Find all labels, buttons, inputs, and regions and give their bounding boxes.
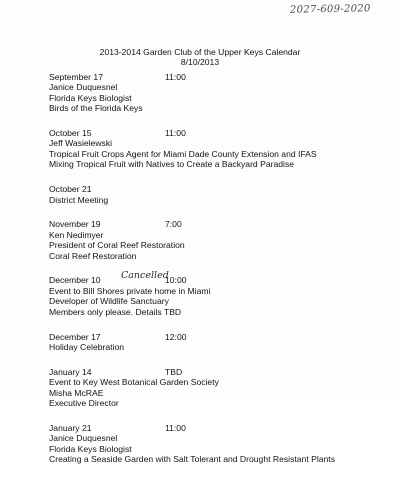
- cancelled-annotation: Cancelled: [121, 270, 169, 282]
- event-list: [49, 72, 394, 479]
- event-detail: Holiday Celebration: [49, 341, 124, 352]
- event-date: September 17: [49, 72, 103, 82]
- event-detail: Janice Duquesnel: [49, 82, 118, 93]
- event-detail: Jeff Wasielewski: [49, 138, 113, 149]
- event-detail: President of Coral Reef Restoration: [49, 240, 185, 251]
- event-detail: District Meeting: [49, 194, 109, 205]
- event-date: October 15: [49, 128, 92, 139]
- event-detail: Janice Duquesnel: [49, 433, 118, 444]
- event-date: November 19: [49, 219, 101, 230]
- event-item: [49, 128, 394, 170]
- event-detail: Mixing Tropical Fruit with Natives to Create a Backyard Paradise: [49, 159, 295, 170]
- calendar-date: 8/10/2013: [180, 57, 220, 67]
- event-time: 11:00: [165, 72, 186, 82]
- event-detail: Tropical Fruit Crops Agent for Miami Dade County Extension and IFAS: [49, 148, 317, 159]
- event-detail: Members only please. Details TBD: [49, 306, 182, 317]
- event-date: October 21: [49, 184, 92, 195]
- event-item: [49, 184, 394, 205]
- event-detail: Coral Reef Restoration: [49, 250, 137, 261]
- event-detail: Birds of the Florida Keys: [49, 103, 143, 114]
- event-date: January 14: [49, 366, 92, 377]
- event-detail: Misha McRAE: [49, 387, 104, 398]
- event-time: 7:00: [165, 219, 182, 230]
- event-detail: Executive Director: [49, 397, 119, 408]
- event-time: 11:00: [165, 128, 186, 139]
- event-detail: Ken Nedimyer: [49, 229, 104, 240]
- calendar-title: 2013-2014 Garden Club of the Upper Keys Calendar: [99, 47, 301, 57]
- event-detail: Florida Keys Biologist: [49, 443, 132, 454]
- event-detail: Event to Key West Botanical Garden Society: [49, 377, 219, 388]
- event-item: [49, 219, 394, 261]
- event-date: December 10: [49, 275, 101, 286]
- event-detail: Florida Keys Biologist: [49, 92, 132, 103]
- event-detail: Creating a Seaside Garden with Salt Tolerant and Drought Resistant Plants: [49, 454, 335, 465]
- event-time: 12:00: [165, 331, 187, 342]
- event-item: [49, 332, 394, 353]
- event-time: 11:00: [165, 422, 186, 433]
- event-item: [49, 270, 394, 317]
- event-date: December 17: [49, 331, 101, 342]
- event-time: 10:00: [165, 275, 187, 286]
- event-item: [49, 72, 394, 114]
- event-detail: Developer of Wildlife Sanctuary: [49, 296, 169, 307]
- event-item: [49, 423, 394, 465]
- event-time: TBD: [165, 366, 183, 377]
- event-date: January 21: [49, 422, 92, 433]
- handwritten-note: 2027-609-2020: [289, 3, 371, 16]
- event-item: [49, 367, 394, 409]
- event-detail: Event to Bill Shores private home in Miami: [49, 285, 211, 296]
